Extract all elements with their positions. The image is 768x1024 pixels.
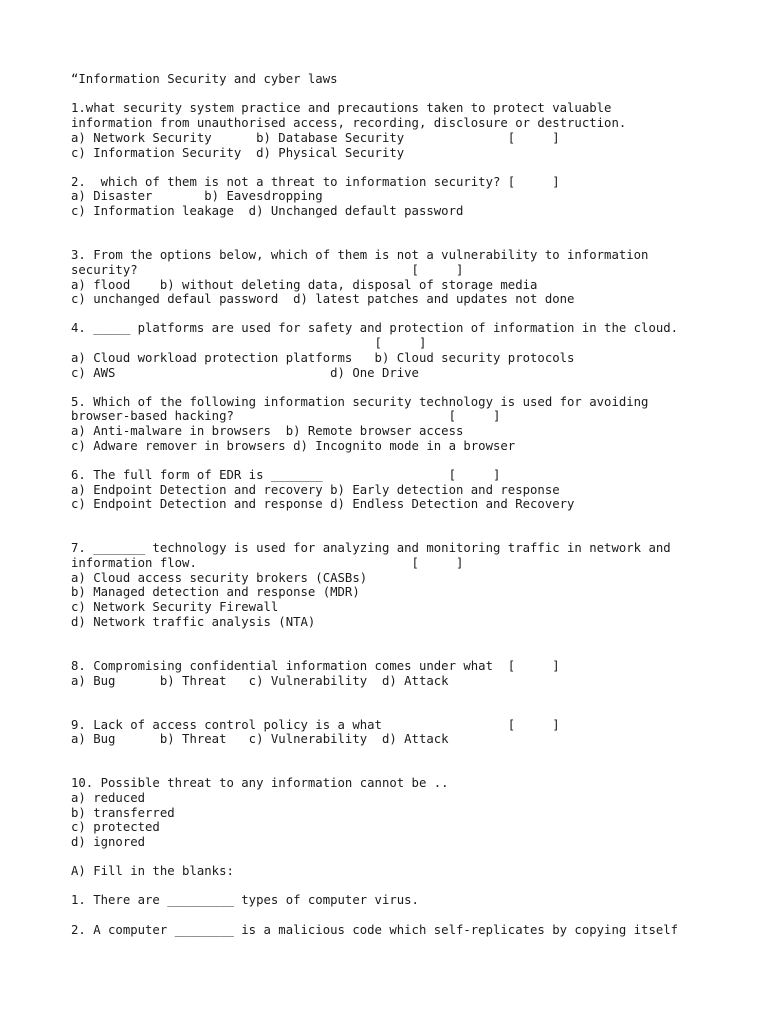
question-6-options-cd: c) Endpoint Detection and response d) Endless Detection and Recovery xyxy=(71,497,575,511)
question-2-options-ab: a) Disaster b) Eavesdropping xyxy=(71,189,323,203)
question-4-line-2: [ ] xyxy=(71,336,427,350)
question-3-options-cd: c) unchanged defaul password d) latest patches and updates not done xyxy=(71,292,575,306)
question-5-options-cd: c) Adware remover in browsers d) Incognito mode in a browser xyxy=(71,439,516,453)
question-1-options-ab: a) Network Security b) Database Security [ ] xyxy=(71,131,560,145)
fill-blank-item-2: 2. A computer ________ is a malicious code which self-replicates by copying itself xyxy=(71,923,679,937)
question-10-option-a: a) reduced xyxy=(71,791,146,805)
fill-blanks-heading: A) Fill in the blanks: xyxy=(71,864,234,878)
fill-blank-item-1: 1. There are _________ types of computer virus. xyxy=(71,893,419,907)
question-7-option-a: a) Cloud access security brokers (CASBs) xyxy=(71,571,368,585)
document-title: “Information Security and cyber laws xyxy=(71,72,338,86)
question-6-options-ab: a) Endpoint Detection and recovery b) Early detection and response xyxy=(71,483,560,497)
question-3-options-ab: a) flood b) without deleting data, disposal of storage media xyxy=(71,278,538,292)
question-2-line-1: 2. which of them is not a threat to information security? [ ] xyxy=(71,175,560,189)
question-8-line-1: 8. Compromising confidential information comes under what [ ] xyxy=(71,659,560,673)
question-1-line-1: 1.what security system practice and precautions taken to protect valuable xyxy=(71,101,612,115)
question-4-options-ab: a) Cloud workload protection platforms b) Cloud security protocols xyxy=(71,351,575,365)
question-9-line-1: 9. Lack of access control policy is a what [ ] xyxy=(71,718,560,732)
question-9-options: a) Bug b) Threat c) Vulnerability d) Attack xyxy=(71,732,449,746)
question-7-option-d: d) Network traffic analysis (NTA) xyxy=(71,615,316,629)
question-6-line-1: 6. The full form of EDR is _______ [ ] xyxy=(71,468,501,482)
question-10-option-c: c) protected xyxy=(71,820,160,834)
question-7-option-b: b) Managed detection and response (MDR) xyxy=(71,585,360,599)
question-5-line-2: browser-based hacking? [ ] xyxy=(71,409,501,423)
question-3-line-2: security? [ ] xyxy=(71,263,464,277)
question-7-line-2: information flow. [ ] xyxy=(71,556,464,570)
question-2-options-cd: c) Information leakage d) Unchanged default password xyxy=(71,204,464,218)
question-5-line-1: 5. Which of the following information security technology is used for avoiding xyxy=(71,395,649,409)
question-10-line-1: 10. Possible threat to any information cannot be .. xyxy=(71,776,449,790)
question-5-options-ab: a) Anti-malware in browsers b) Remote browser access xyxy=(71,424,464,438)
question-8-options: a) Bug b) Threat c) Vulnerability d) Attack xyxy=(71,674,449,688)
question-10-option-d: d) ignored xyxy=(71,835,146,849)
question-4-options-cd: c) AWS d) One Drive xyxy=(71,366,419,380)
question-4-line-1: 4. _____ platforms are used for safety and protection of information in the cloud. xyxy=(71,321,679,335)
question-1-options-cd: c) Information Security d) Physical Security xyxy=(71,146,405,160)
question-7-line-1: 7. _______ technology is used for analyzing and monitoring traffic in network and xyxy=(71,541,671,555)
question-7-option-c: c) Network Security Firewall xyxy=(71,600,279,614)
question-1-line-2: information from unauthorised access, recording, disclosure or destruction. xyxy=(71,116,627,130)
question-10-option-b: b) transferred xyxy=(71,806,175,820)
question-3-line-1: 3. From the options below, which of them is not a vulnerability to information xyxy=(71,248,649,262)
